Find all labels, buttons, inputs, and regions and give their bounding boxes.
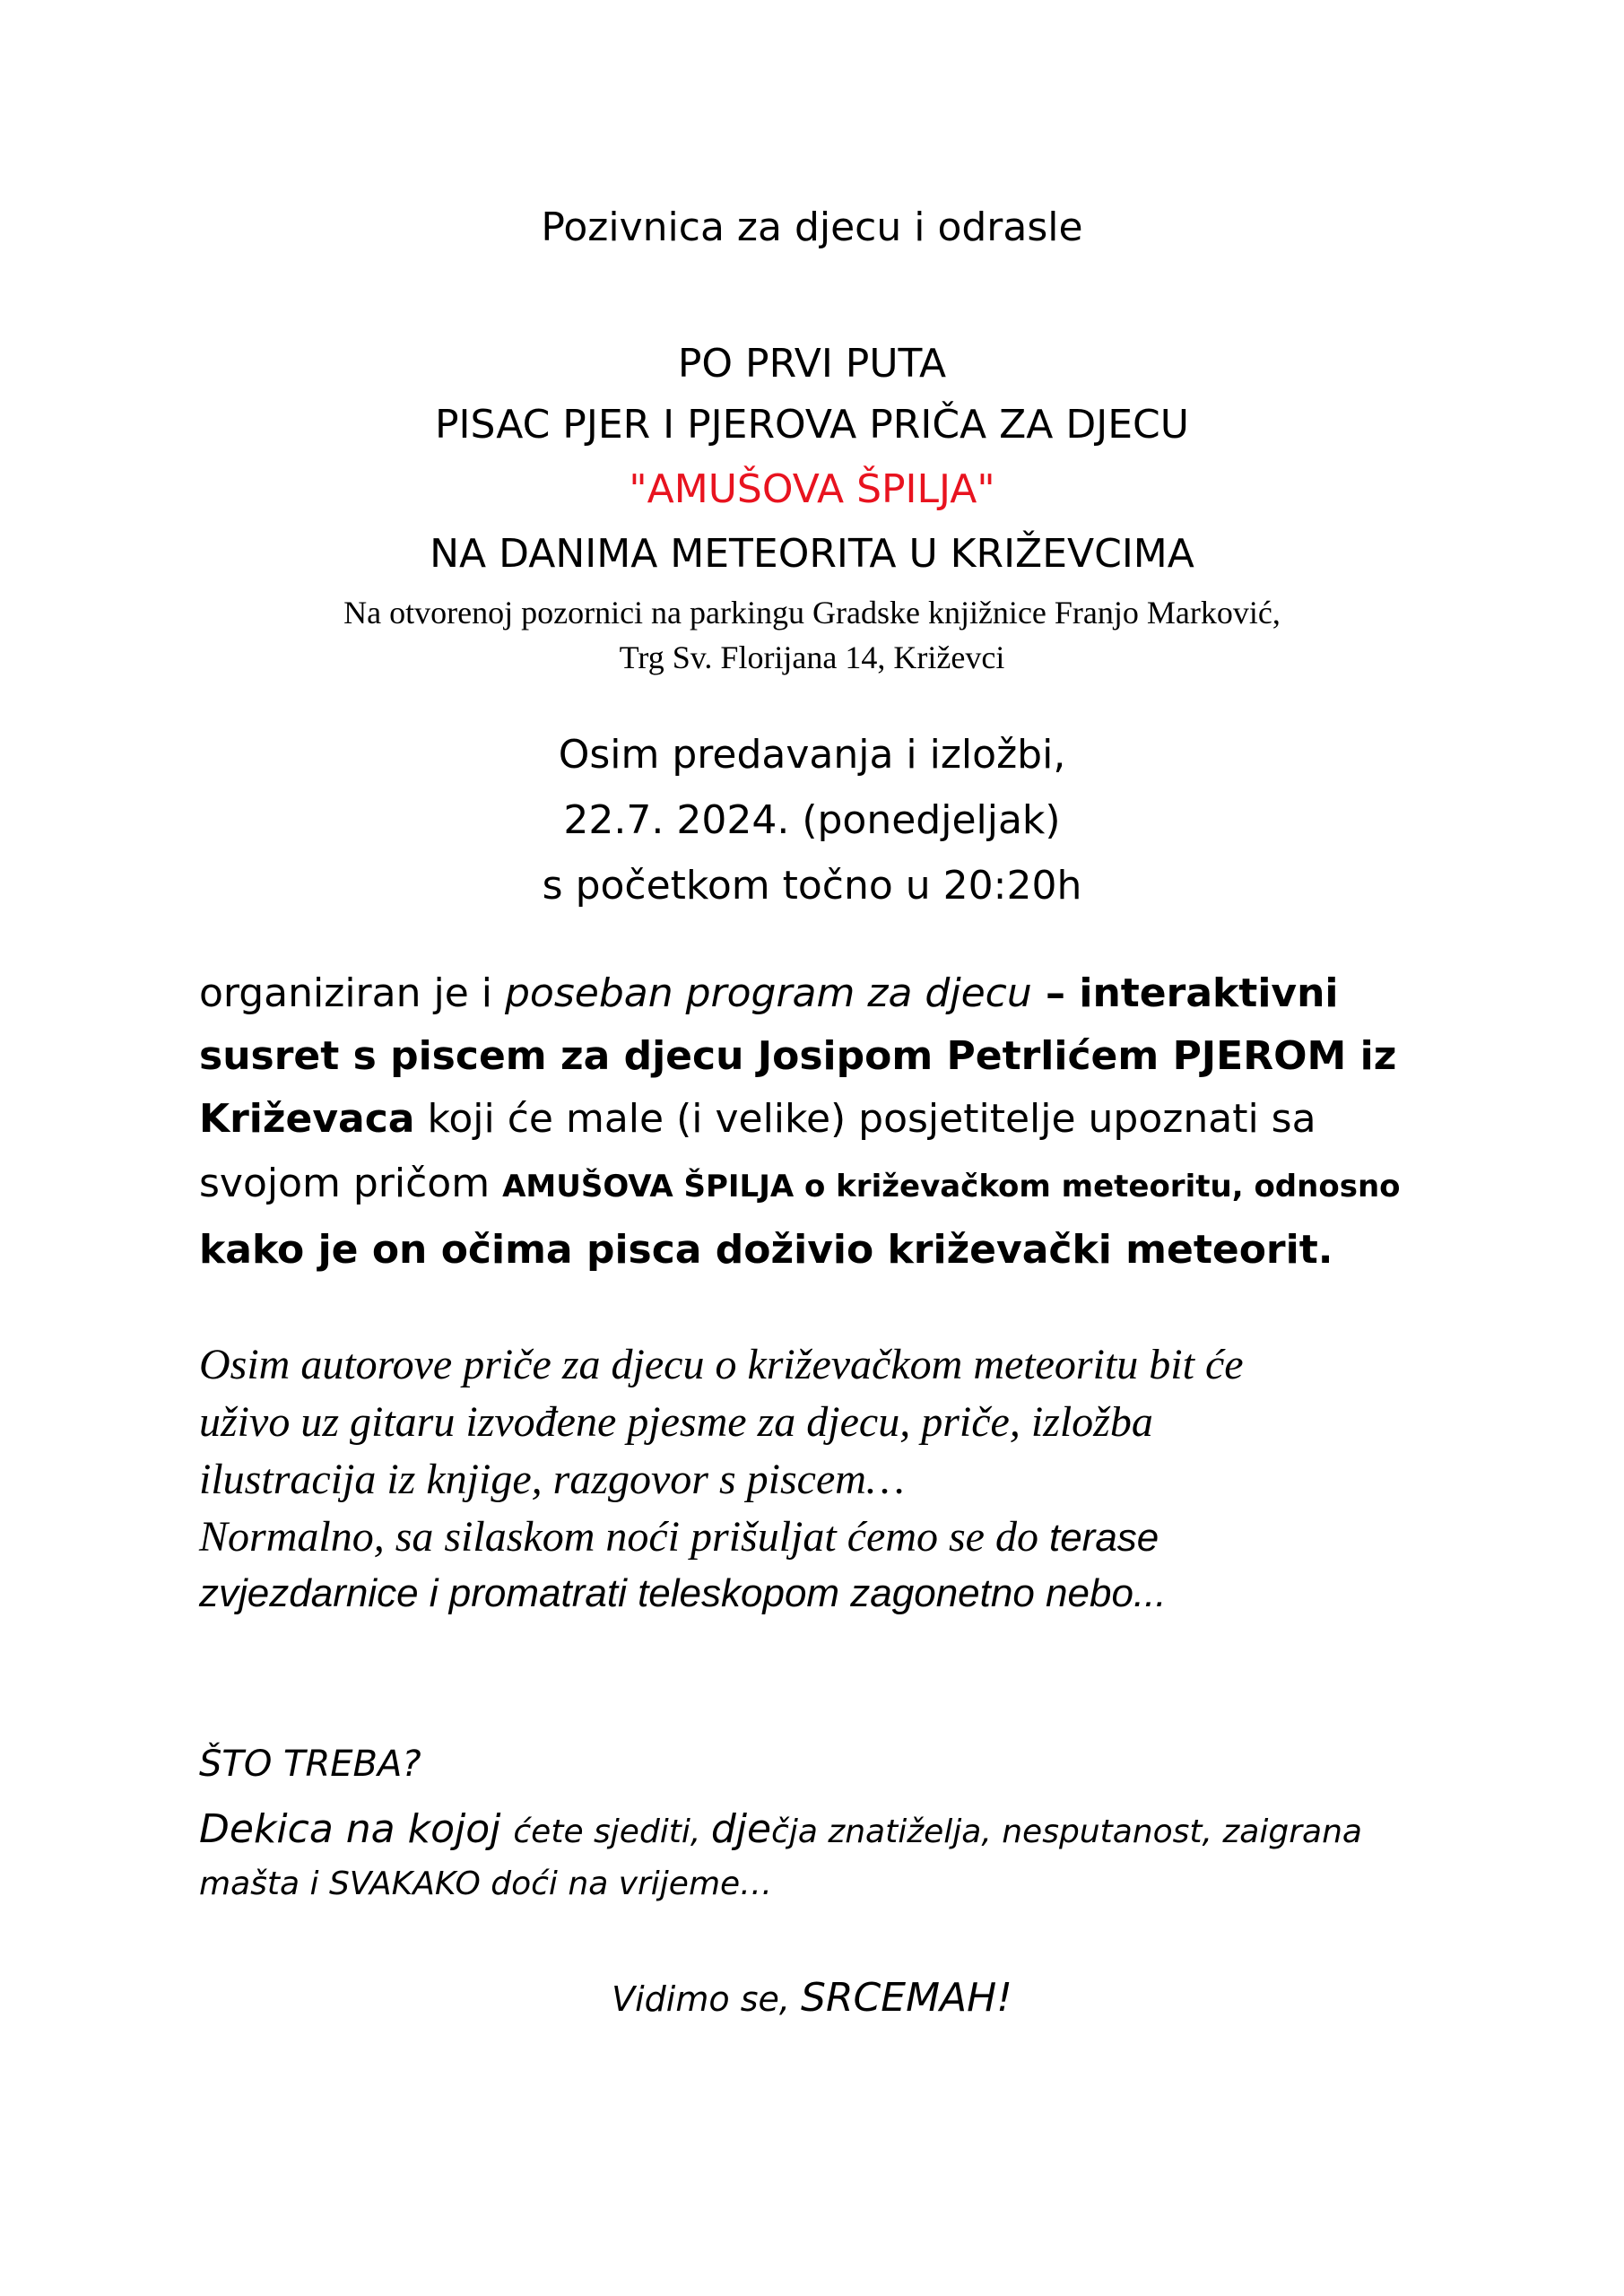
needs-text: čja znatiželja, nesputanost, zaigrana <box>771 1813 1362 1850</box>
venue-line-1: Na otvorenoj pozornici na parkingu Gradske knjižnice Franjo Marković, <box>343 595 1281 631</box>
headline-line-4: NA DANIMA METEORITA U KRIŽEVCIMA <box>430 531 1194 577</box>
closing-line <box>0 1975 1624 2021</box>
schedule-date: 22.7. 2024. (ponedjeljak) <box>563 797 1061 843</box>
invitation-heading: Pozivnica za djecu i odrasle <box>541 204 1083 250</box>
program-text: organiziran je i <box>199 970 505 1016</box>
program-line-1 <box>199 970 1339 1016</box>
program-line-5: kako je on očima pisca doživio križevački meteorit. <box>199 1227 1333 1273</box>
program-line-3 <box>199 1096 1316 1142</box>
needs-line-1 <box>199 1806 1362 1852</box>
headline-line-2: PISAC PJER I PJEROVA PRIČA ZA DJECU <box>435 402 1189 448</box>
program-town: Križevaca <box>199 1096 415 1142</box>
program-story-mention: AMUŠOVA ŠPILJA o križevačkom meteoritu, odnosno <box>502 1169 1401 1205</box>
program-text: koji će male (i velike) posjetitelje upoznati sa <box>414 1096 1316 1142</box>
story-title: "AMUŠOVA ŠPILJA" <box>629 466 995 512</box>
venue-line-2: Trg Sv. Florijana 14, Križevci <box>619 639 1005 675</box>
needs-text: dje <box>710 1806 772 1852</box>
extras-line-2: uživo uz gitaru izvođene pjesme za djecu, priče, izložba <box>199 1398 1153 1446</box>
needs-text: ćete sjediti, <box>513 1813 711 1850</box>
program-line-2: susret s piscem za djecu Josipom Petrlićem PJEROM iz <box>199 1033 1397 1079</box>
extras-line-3: ilustracija iz knjige, razgovor s piscem… <box>199 1456 905 1503</box>
closing-text: Vidimo se, <box>612 1979 802 2019</box>
needs-heading: ŠTO TREBA? <box>199 1744 421 1785</box>
extras-line-1: Osim autorove priče za djecu o križevačkom meteoritu bit će <box>199 1341 1244 1388</box>
program-emphasis: poseban program za djecu <box>504 970 1032 1016</box>
program-text: svojom pričom <box>199 1161 503 1206</box>
extras-line-4 <box>199 1512 1159 1561</box>
extras-text: Normalno, sa silaskom noći prišuljat ćemo se do <box>199 1513 1049 1561</box>
headline-line-1: PO PRVI PUTA <box>677 341 947 387</box>
program-bold: – interaktivni <box>1031 970 1339 1016</box>
closing-emphasis: SRCEMAH! <box>801 1975 1012 2021</box>
extras-line-5: zvjezdarnice i promatrati teleskopom zagonetno nebo... <box>199 1571 1167 1615</box>
needs-line-2: mašta i SVAKAKO doći na vrijeme… <box>199 1866 773 1902</box>
needs-text: Dekica na kojoj <box>199 1806 514 1852</box>
schedule-line-1: Osim predavanja i izložbi, <box>558 732 1066 778</box>
schedule-time: s početkom točno u 20:20h <box>542 863 1082 909</box>
program-line-4 <box>199 1161 1401 1206</box>
extras-terrace: terase <box>1048 1516 1159 1560</box>
